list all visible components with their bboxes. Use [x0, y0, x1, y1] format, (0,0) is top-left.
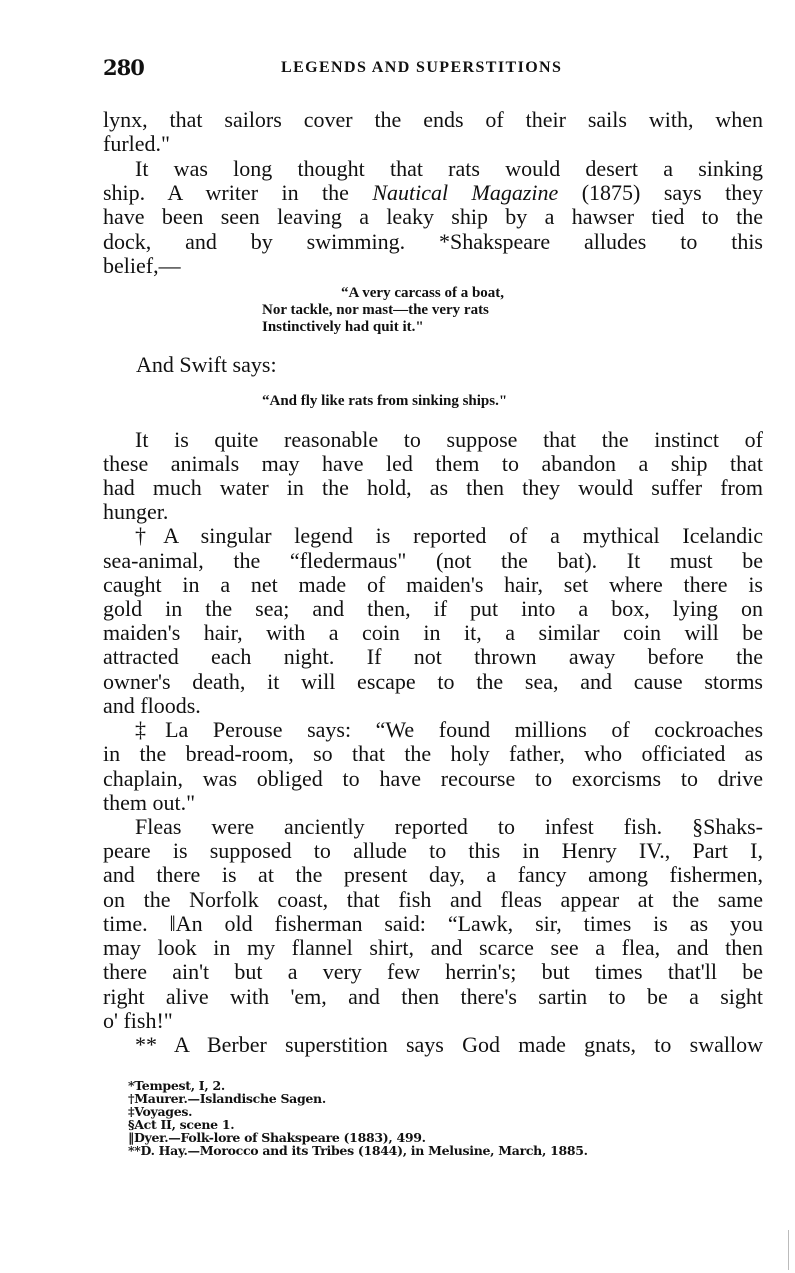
body-line-magazine: [103, 181, 763, 206]
body-line: have been seen leaving a leaky ship by a hawser tied to the: [103, 204, 763, 229]
footnote: **D. Hay.—Morocco and its Tribes (1844), in Melusine, March, 1885.: [128, 1143, 588, 1158]
footnote: ‡Voyages.: [128, 1104, 193, 1119]
body-line: right alive with 'em, and then there's sartin to be a sight: [103, 984, 763, 1009]
text-fragment: ship. A writer in the: [103, 180, 349, 205]
verse-line: Nor tackle, nor mast—the very rats: [262, 302, 489, 318]
body-line: time. ‖An old fisherman said: “Lawk, sir, times is as you: [103, 911, 763, 936]
footnote: §Act II, scene 1.: [128, 1117, 235, 1132]
body-line: It was long thought that rats would desert a sinking: [135, 156, 763, 181]
page-number: 280: [103, 55, 144, 80]
magazine-title: Nautical Magazine: [372, 180, 559, 205]
body-line: and there is at the present day, a fancy among fishermen,: [103, 862, 763, 887]
body-line: owner's death, it will escape to the sea, and cause storms: [103, 669, 763, 694]
body-line: in the bread-room, so that the holy father, who officiated as: [103, 741, 763, 766]
body-line: may look in my flannel shirt, and scarce see a flea, and then: [103, 935, 763, 960]
body-line: these animals may have led them to abandon a ship that: [103, 451, 763, 476]
scan-edge-divider: [788, 1230, 789, 1270]
verse-line: “And fly like rats from sinking ships.": [262, 393, 508, 409]
body-line: maiden's hair, with a coin in it, a similar coin will be: [103, 620, 763, 645]
footnote: *Tempest, I, 2.: [128, 1078, 225, 1093]
body-line: ‡La Perouse says: “We found millions of cockroaches: [135, 717, 763, 742]
body-line: chaplain, was obliged to have recourse to exorcisms to drive: [103, 766, 763, 791]
body-line: on the Norfolk coast, that fish and fleas appear at the same: [103, 887, 763, 912]
body-line: gold in the sea; and then, if put into a box, lying on: [103, 596, 763, 621]
body-line: and floods.: [103, 693, 201, 718]
body-line: ** A Berber superstition says God made gnats, to swallow: [135, 1032, 763, 1057]
footnote: ‖Dyer.—Folk-lore of Shakspeare (1883), 499.: [128, 1130, 426, 1145]
text-fragment: (1875) says they: [581, 180, 764, 205]
body-line: It is quite reasonable to suppose that the instinct of: [135, 427, 763, 452]
body-line: dock, and by swimming. *Shakspeare alludes to this: [103, 229, 763, 254]
body-line: there ain't but a very few herrin's; but times that'll be: [103, 959, 763, 984]
body-line: lynx, that sailors cover the ends of their sails with, when: [103, 107, 763, 132]
body-line: peare is supposed to allude to this in Henry IV., Part I,: [103, 838, 763, 863]
verse-line: “A very carcass of a boat,: [341, 285, 505, 301]
body-line: Fleas were anciently reported to infest fish. §Shaks-: [135, 814, 763, 839]
verse-line: Instinctively had quit it.": [262, 319, 424, 335]
body-line: attracted each night. If not thrown away before the: [103, 644, 763, 669]
body-line: belief,—: [103, 253, 181, 278]
footnote: †Maurer.—Islandische Sagen.: [128, 1091, 326, 1106]
running-title: LEGENDS AND SUPERSTITIONS: [281, 59, 563, 76]
body-line: furled.": [103, 131, 171, 156]
body-line: sea-animal, the “fledermaus" (not the bat). It must be: [103, 548, 763, 573]
body-line: them out.": [103, 790, 196, 815]
swift-intro: And Swift says:: [136, 352, 277, 377]
body-line: hunger.: [103, 499, 169, 524]
body-line: had much water in the hold, as then they would suffer from: [103, 475, 763, 500]
body-line: †A singular legend is reported of a mythical Icelandic: [135, 523, 763, 548]
body-line: caught in a net made of maiden's hair, set where there is: [103, 572, 763, 597]
body-line: o' fish!": [103, 1008, 173, 1033]
